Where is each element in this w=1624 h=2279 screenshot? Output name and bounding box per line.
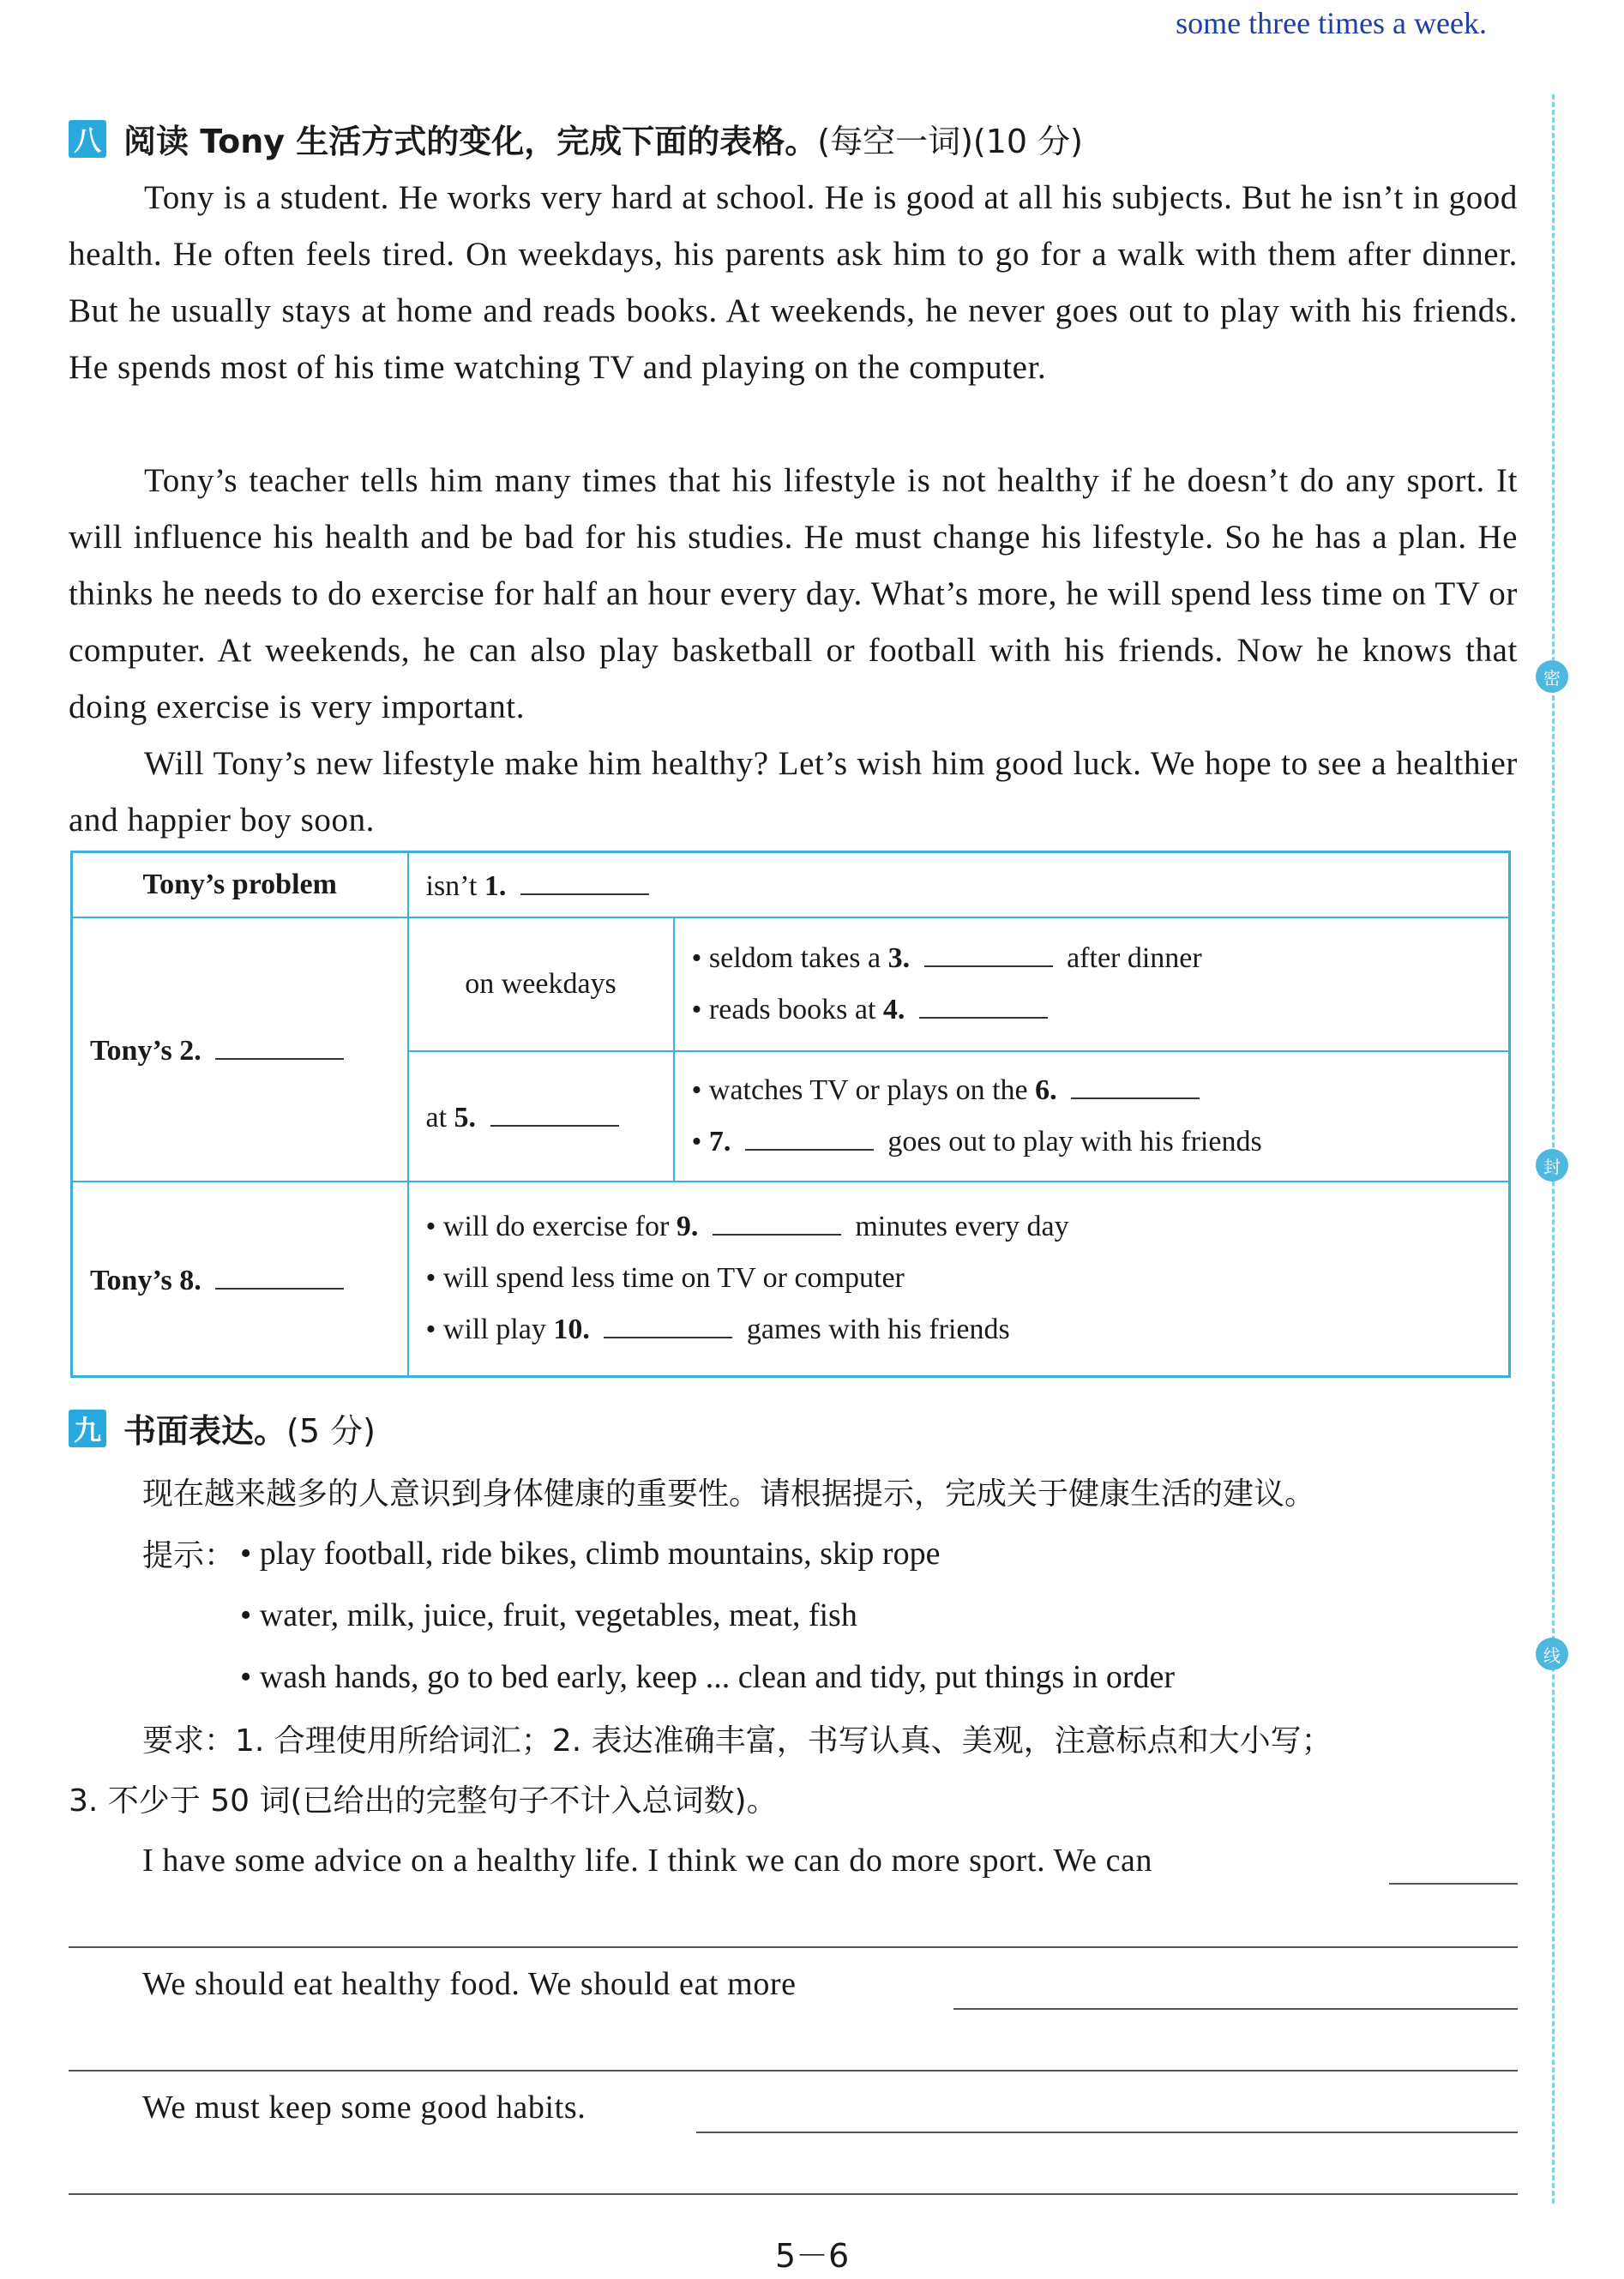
weekends-details xyxy=(674,1051,1510,1182)
plan-details xyxy=(408,1182,1510,1377)
bullet-10-text: • will play xyxy=(425,1314,546,1346)
row-2-label: Tony’s xyxy=(90,1035,172,1067)
blank-1[interactable] xyxy=(520,866,649,895)
bullet-7-tail: goes out to play with his friends xyxy=(887,1125,1262,1158)
weekends-label-cell xyxy=(408,1051,674,1182)
passage-paragraph-1 xyxy=(69,170,1518,396)
at-label: at xyxy=(425,1102,448,1133)
section-8-badge: 八 xyxy=(69,120,106,158)
bullet-10-tail: games with his friends xyxy=(746,1314,1010,1346)
binding-mark-line: 线 xyxy=(1536,1638,1568,1670)
problem-cell xyxy=(408,852,1510,917)
blank-10[interactable] xyxy=(604,1309,732,1338)
starter-sentence-2: We should eat healthy food. We should eat more xyxy=(142,1966,797,2002)
writing-line-3a[interactable] xyxy=(696,2132,1518,2133)
section-8-title: 阅读 Tony 生活方式的变化，完成下面的表格。 xyxy=(123,123,818,160)
section-9-header xyxy=(69,1404,376,1452)
writing-line-1a[interactable] xyxy=(1389,1883,1518,1885)
starter-sentence-3: We must keep some good habits. xyxy=(142,2090,586,2126)
section-8-header xyxy=(69,115,1083,162)
problem-label: Tony’s problem xyxy=(72,852,408,917)
bullet-9-text: • will do exercise for xyxy=(425,1211,670,1243)
bullet-spend: • will spend less time on TV or computer xyxy=(425,1262,905,1295)
blank-2-number: 2. xyxy=(179,1035,201,1067)
section-9-note: (5 分) xyxy=(286,1412,376,1450)
passage-paragraph-2 xyxy=(69,453,1518,736)
row-8-label-cell xyxy=(72,1182,408,1377)
starter-sentence-1: I have some advice on a healthy life. I think we can do more sport. We can xyxy=(142,1843,1153,1879)
hint-line-2: • water, milk, juice, fruit, vegetables, meat, fish xyxy=(240,1597,857,1633)
problem-pre: isn’t xyxy=(425,870,478,903)
blank-3-number: 3. xyxy=(887,941,911,974)
blank-4[interactable] xyxy=(919,989,1048,1019)
writing-intro: 现在越来越多的人意识到身体健康的重要性。请根据提示，完成关于健康生活的建议。 xyxy=(142,1476,1316,1512)
bullet-7-dot: • xyxy=(691,1125,702,1158)
bullet-4-text: • reads books at xyxy=(691,993,876,1025)
blank-5[interactable] xyxy=(490,1097,619,1127)
bullet-6-text: • watches TV or plays on the xyxy=(691,1073,1028,1106)
writing-line-2b[interactable] xyxy=(69,2070,1518,2072)
blank-10-number: 10. xyxy=(553,1314,590,1346)
requirement-line-1: 要求：1. 合理使用所给词汇；2. 表达准确丰富，书写认真、美观，注意标点和大小写； xyxy=(142,1723,1332,1759)
writing-line-3b[interactable] xyxy=(69,2193,1518,2195)
blank-5-number: 5. xyxy=(454,1102,477,1133)
row-2-label-cell xyxy=(72,917,408,1182)
blank-8-number: 8. xyxy=(179,1264,201,1296)
blank-3[interactable] xyxy=(924,938,1053,967)
binding-mark-close: 封 xyxy=(1536,1149,1568,1182)
page-number: 5－6 xyxy=(774,2237,850,2275)
top-text-line: some three times a week. xyxy=(1176,6,1487,40)
section-8-note: (每空一词)(10 分) xyxy=(817,123,1083,160)
blank-9-number: 9. xyxy=(676,1211,699,1243)
blank-1-number: 1. xyxy=(484,870,507,903)
section-9-title: 书面表达。 xyxy=(123,1412,287,1450)
hint-line-3: • wash hands, go to bed early, keep ... clean and tidy, put things in order xyxy=(240,1659,1176,1695)
hint-line-1: • play football, ride bikes, climb mountains, skip rope xyxy=(240,1536,941,1572)
blank-7[interactable] xyxy=(745,1121,874,1151)
writing-line-1b[interactable] xyxy=(69,1946,1518,1948)
hint-label: 提示： xyxy=(142,1538,236,1573)
blank-7-number: 7. xyxy=(708,1125,731,1158)
lifestyle-table xyxy=(70,851,1511,1378)
row-8-label: Tony’s xyxy=(90,1264,172,1296)
blank-2[interactable] xyxy=(215,1031,344,1060)
bullet-3-tail: after dinner xyxy=(1067,941,1202,974)
blank-8[interactable] xyxy=(215,1260,344,1290)
blank-4-number: 4. xyxy=(882,993,905,1025)
requirement-line-2: 3. 不少于 50 词(已给出的完整句子不计入总词数)。 xyxy=(69,1783,778,1819)
section-9-badge: 九 xyxy=(69,1410,106,1447)
weekdays-details xyxy=(674,917,1510,1051)
writing-line-2a[interactable] xyxy=(953,2008,1518,2010)
blank-6-number: 6. xyxy=(1035,1073,1057,1106)
bullet-9-tail: minutes every day xyxy=(855,1211,1069,1243)
passage-text-2: Tony’s teacher tells him many times that his lifestyle is not healthy if he doesn’t do any sport. It will influence his health and be bad for his studies. He must change his lifestyle. So he has a plan. He thinks he needs to do exercise for half an hour every day. What’s more, he will spend less time on TV or computer. At weekends, he can also play basketball or football with his friends. Now he knows that doing exercise is very important. xyxy=(69,462,1518,725)
bullet-3-text: • seldom takes a xyxy=(691,941,881,974)
blank-6[interactable] xyxy=(1071,1070,1200,1099)
blank-9[interactable] xyxy=(713,1206,841,1236)
passage-text-3: Will Tony’s new lifestyle make him healthy? Let’s wish him good luck. We hope to see a healthier and happier boy soon. xyxy=(69,745,1518,839)
passage-text-1: Tony is a student. He works very hard at school. He is good at all his subjects. But he isn’t in good health. He often feels tired. On weekdays, his parents ask him to go for a walk with them after dinner. But he usually stays at home and reads books. At weekends, he never goes out to play with his friends. He spends most of his time watching TV and playing on the computer. xyxy=(69,179,1518,386)
weekdays-label: on weekdays xyxy=(408,917,674,1051)
binding-mark-seal: 密 xyxy=(1536,660,1568,693)
passage-paragraph-3 xyxy=(69,736,1518,849)
